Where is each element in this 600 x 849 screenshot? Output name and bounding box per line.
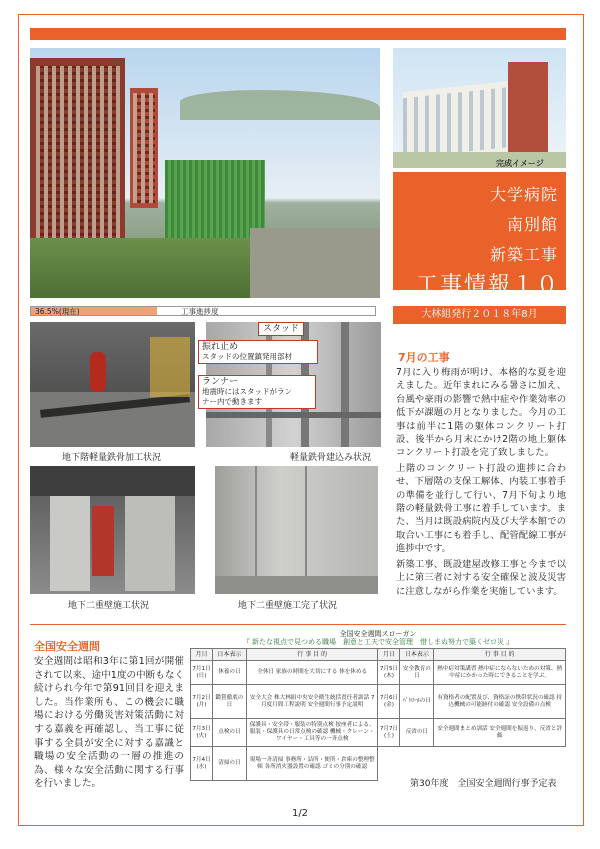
cell-purpose: 安全大会 株大林組中央安全衛生統括責任者訓話 7月度月間工程説明 安全週間行事予定説明 [246,685,378,719]
schedule-slogan: 『 新たな視点で見つめる職場 創意と工夫で安全管理 惜しまぬ努力で築くゼロ災 』 [242,638,514,646]
july-work-title: 7月の工事 [398,351,450,364]
progress-bar [30,306,376,316]
title-line2: 南別館 [506,215,558,234]
header-date: 月日 [191,649,213,661]
july-work-p2: 上階のコンクリート打設の進捗に合わせ、下層階の支保工解体、内装工事着手の準備を並行して行い、7月下旬より地階の軽量鉄骨工事に着手しています。また、当月は既設病院内及び大学本館での取合い工事にも着手し、配管配線工事が進捗中です。 [396,462,566,555]
page-number: 1/2 [291,808,309,819]
cell-purpose: 保護具・安全帯・服装の特別点検 按座者による、服装・保護具の日常点検の確認 機械・クレーン・ワイヤー・工具等の一斉点検 [246,719,378,747]
cell-date: 7月5日(木) [378,661,400,685]
photo2-caption: 軽量鉄骨建込み状況 [290,453,372,463]
cell-purpose: 有資格者の配置及び、資格証の携帯状況の確認 持込機械の可能跡付の確認 安全設備の点検 [434,685,566,719]
header-date: 月日 [378,649,400,661]
cell-name: 反省の日 [400,719,434,747]
cell-name: 鑑賞徹底の日 [212,685,246,719]
cell-date: 7月2日(月) [191,685,213,719]
callout-runner-desc2: ナー内で動きます [202,397,262,406]
photo1-caption: 地下階軽量鉄骨加工状況 [62,453,162,463]
safety-week-body: 安全週間は昭和3年に第1回が開催されて以来、途中1度の中断もなく続けられ今年で第91回目を迎えました。当作業所も、この機会に職場における労働災害対策活動に対する嘉義を再確認し、当工事に従事する全員が安全に対する嘉識と職場の安全活動の一層の推進の為、様々な安全活動に関する行事を行いました。 [34,656,185,790]
callout-stud [258,322,304,336]
schedule-caption: 第30年度 全国安全週間行事予定表 [410,779,557,789]
photo-double-wall [30,466,195,594]
photo-double-wall-complete [215,466,378,594]
photo-steel-processing [30,322,195,447]
safety-week-title: 全国安全週間 [34,640,100,653]
cell-date: 7月6日(金) [378,685,400,719]
completion-rendering [393,48,566,168]
cell-purpose: 熱中症対策講習 熱中症にならないための対策、熱中症にかかった時にできることを学ぶ。 [434,661,566,685]
callout-runner-desc1: 地震時にはスタッドがラン [202,387,292,396]
callout-sway-desc: スタッドの位置鎮発用部材 [202,352,292,361]
cell-date: 7月7日(土) [378,719,400,747]
schedule-header-row [191,649,566,661]
july-work-p3: 新築工事、既設建屋改修工事と今まで以上に第三者に対する安全確保と波及災害に注意しながら作業を実施しています。 [396,558,566,597]
issue-line: 大林組発行２０１８年8月 [393,306,566,324]
callout-runner-title: ランナー [202,377,239,387]
cell-date: 7月4日(水) [191,747,213,781]
header-name: 日本表示 [400,649,434,661]
cell-date: 7月1日(日) [191,661,213,685]
callout-sway-brace [198,340,318,364]
callout-sway-title: 振れ止め [202,342,239,352]
july-work-p1: 7月に入り梅雨が明け、本格的な夏を迎えました。近年まれにみる暑さに加え、台風や豪雨の影響で熱中症や作業効率の低下が課題の月となりました。今月の工事は前半に1階の躯体コンクリート打設、後半から月末にかけ2階の地上躯体コンクリート打設を完了致しました。 [396,367,566,459]
cell-date [378,747,400,781]
header-purpose: 行 事 目 的 [434,649,566,661]
section-divider [30,624,566,625]
table-row [191,685,566,719]
header-name: 日本表示 [212,649,246,661]
cell-date: 7月3日(火) [191,719,213,747]
cell-name: 清掃の日 [212,747,246,781]
title-line1: 大学病院 [489,185,558,204]
schedule-table [190,648,566,781]
photo3-caption: 地下二重壁施工状況 [68,601,150,611]
cell-purpose: 全休日 家族の時間を大切にする 体を休める [246,661,378,685]
photo4-caption: 地下二重壁施工完了状況 [238,601,338,611]
cell-name: 安全教育の日 [400,661,434,685]
callout-stud-text: スタッド [263,324,300,334]
title-panel [393,172,566,298]
top-accent-bar [30,28,566,40]
cell-name: 休養の日 [212,661,246,685]
header-purpose: 行 事 目 的 [246,649,378,661]
main-site-photo [30,48,380,298]
table-row [191,661,566,685]
table-row [191,719,566,747]
callout-runner [198,375,316,409]
july-work-body [396,366,566,600]
cell-name: ﾊﾟﾄﾛｰﾙの日 [400,685,434,719]
progress-label: 工事進捗度 [181,307,219,316]
cell-name: 点検の日 [212,719,246,747]
title-line3: 新築工事 [489,245,558,264]
progress-current-label: 36.5%(現在) [35,307,80,316]
title-issue-heading: 工事情報１０ [415,273,560,298]
cell-purpose: 現場一斉清掃 事務所・詰所・便所・倉庫の整理整頓 各所消火器設置の確認 ゴミの分別の確認 [246,747,378,781]
cell-purpose: 安全週間まとめ訓話 安全週間を振返り、反省と評価 [434,719,566,747]
rendering-caption: 完成イメージ [496,159,544,168]
schedule-title: 全国安全週間スローガン [339,630,417,638]
